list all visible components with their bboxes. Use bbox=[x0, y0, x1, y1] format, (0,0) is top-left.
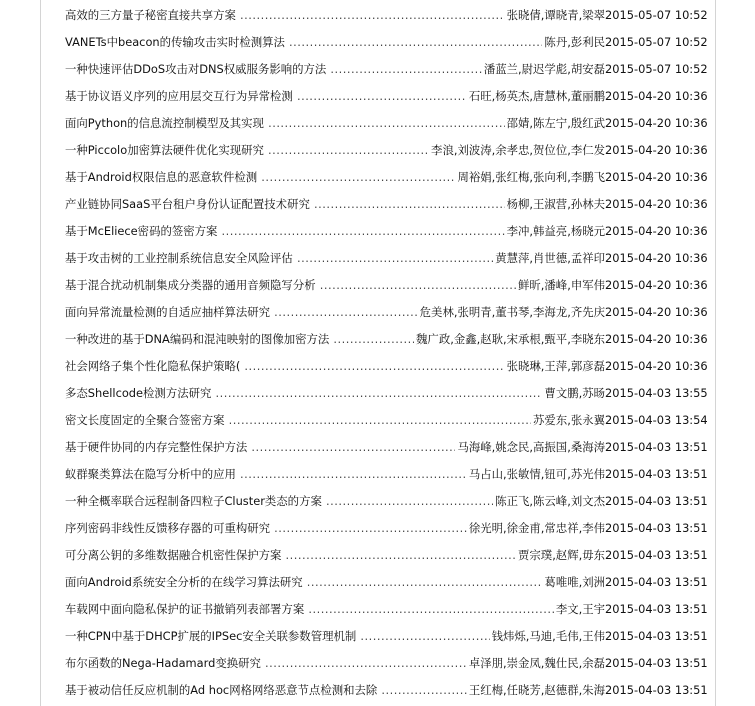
article-authors[interactable]: 李文,王宇 bbox=[555, 602, 605, 616]
article-title-link[interactable]: 多态Shellcode检测方法研究 ..... bbox=[65, 380, 542, 407]
article-title-link[interactable]: 高效的三方量子秘密直接共享方案 ..... bbox=[65, 2, 505, 29]
article-date: 2015-04-03 13:51 bbox=[605, 683, 708, 697]
list-item bbox=[65, 110, 708, 137]
list-item bbox=[65, 488, 708, 515]
article-title-link[interactable]: 基于McEliece密码的签密方案 ..... bbox=[65, 218, 505, 245]
article-date: 2015-04-03 13:51 bbox=[605, 548, 708, 562]
article-date: 2015-04-20 10:36 bbox=[605, 89, 708, 103]
article-title-link[interactable]: 基于混合扰动机制集成分类器的通用音频隐写分析 ..... bbox=[65, 272, 516, 299]
article-authors[interactable]: 曹文鹏,苏旸 bbox=[544, 386, 605, 400]
article-date: 2015-04-03 13:51 bbox=[605, 467, 708, 481]
list-item bbox=[65, 542, 708, 569]
article-authors[interactable]: 石旺,杨英杰,唐慧林,董丽鹏 bbox=[468, 89, 605, 103]
article-date: 2015-04-03 13:51 bbox=[605, 440, 708, 454]
article-authors[interactable]: 张晓倩,谭晓青,梁翠 bbox=[506, 8, 605, 22]
list-item bbox=[65, 83, 708, 110]
article-title-link[interactable]: 一种全概率联合远程制备四粒子Cluster类态的方案 ..... bbox=[65, 488, 493, 515]
article-list bbox=[65, 2, 708, 704]
list-item bbox=[65, 191, 708, 218]
article-date: 2015-04-20 10:36 bbox=[605, 278, 708, 292]
article-title-link[interactable]: 可分离公钥的多维数据融合机密性保护方案 ..... bbox=[65, 542, 516, 569]
article-authors[interactable]: 邵婧,陈左宁,殷红武 bbox=[506, 116, 605, 130]
article-authors[interactable]: 马海峰,姚念民,高振国,桑海涛 bbox=[457, 440, 605, 454]
article-title-link[interactable]: 面向Python的信息流控制模型及其实现 ..... bbox=[65, 110, 505, 137]
content-panel bbox=[40, 0, 716, 706]
article-date: 2015-04-03 13:51 bbox=[605, 656, 708, 670]
article-date: 2015-04-03 13:51 bbox=[605, 521, 708, 535]
article-title-link[interactable]: 一种改进的基于DNA编码和混沌映射的图像加密方法 ..... bbox=[65, 326, 414, 353]
article-date: 2015-04-03 13:51 bbox=[605, 602, 708, 616]
list-item bbox=[65, 272, 708, 299]
article-date: 2015-04-20 10:36 bbox=[605, 359, 708, 373]
article-date: 2015-04-20 10:36 bbox=[605, 251, 708, 265]
article-title-link[interactable]: 社会网络子集个性化隐私保护策略( ..... bbox=[65, 353, 505, 380]
article-date: 2015-04-20 10:36 bbox=[605, 224, 708, 238]
article-title-link[interactable]: 基于协议语义序列的应用层交互行为异常检测 ..... bbox=[65, 83, 467, 110]
article-authors[interactable]: 钱炜烁,马迪,毛伟,王伟 bbox=[491, 629, 605, 643]
article-authors[interactable]: 卓泽朋,崇金凤,魏仕民,余磊 bbox=[468, 656, 605, 670]
article-date: 2015-04-03 13:54 bbox=[605, 413, 708, 427]
article-authors[interactable]: 陈丹,彭利民 bbox=[544, 35, 605, 49]
list-item bbox=[65, 2, 708, 29]
article-authors[interactable]: 贾宗璞,赵辉,毋东 bbox=[518, 548, 605, 562]
list-item bbox=[65, 515, 708, 542]
article-authors[interactable]: 王红梅,任晓芳,赵德群,朱海 bbox=[468, 683, 605, 697]
article-date: 2015-04-20 10:36 bbox=[605, 143, 708, 157]
article-title-link[interactable]: 基于攻击树的工业控制系统信息安全风险评估 ..... bbox=[65, 245, 493, 272]
list-item bbox=[65, 407, 708, 434]
list-item bbox=[65, 569, 708, 596]
article-title-link[interactable]: 面向Android系统安全分析的在线学习算法研究 ..... bbox=[65, 569, 542, 596]
article-authors[interactable]: 徐光明,徐金甫,常忠祥,李伟 bbox=[468, 521, 605, 535]
list-item bbox=[65, 353, 708, 380]
article-title-link[interactable]: 面向异常流量检测的自适应抽样算法研究 ..... bbox=[65, 299, 418, 326]
article-authors[interactable]: 李浪,刘波涛,余孝忠,贺位位,李仁发 bbox=[431, 143, 605, 157]
list-item bbox=[65, 299, 708, 326]
article-authors[interactable]: 葛唯唯,刘洲 bbox=[544, 575, 605, 589]
list-item bbox=[65, 137, 708, 164]
list-item bbox=[65, 380, 708, 407]
list-item bbox=[65, 434, 708, 461]
article-authors[interactable]: 危美林,张明青,董书琴,李海龙,齐先庆 bbox=[419, 305, 605, 319]
article-date: 2015-04-20 10:36 bbox=[605, 116, 708, 130]
article-title-link[interactable]: 基于硬件协同的内存完整性保护方法 ..... bbox=[65, 434, 455, 461]
article-title-link[interactable]: 序列密码非线性反馈移存器的可重构研究 ..... bbox=[65, 515, 467, 542]
list-item bbox=[65, 326, 708, 353]
article-date: 2015-05-07 10:52 bbox=[605, 8, 708, 22]
article-authors[interactable]: 张晓琳,王萍,郭彦磊 bbox=[506, 359, 605, 373]
article-authors[interactable]: 魏广政,金鑫,赵耿,宋承根,甄平,李晓东 bbox=[416, 332, 605, 346]
article-title-link[interactable]: 一种CPN中基于DHCP扩展的IPSec安全关联参数管理机制 ..... bbox=[65, 623, 490, 650]
article-authors[interactable]: 鲜昕,潘峰,申军伟 bbox=[518, 278, 605, 292]
article-authors[interactable]: 杨柳,王淑营,孙林夫 bbox=[506, 197, 605, 211]
list-item bbox=[65, 596, 708, 623]
article-title-link[interactable]: 车载网中面向隐私保护的证书撤销列表部署方案 ..... bbox=[65, 596, 554, 623]
article-title-link[interactable]: 基于Android权限信息的恶意软件检测 ..... bbox=[65, 164, 455, 191]
article-date: 2015-04-20 10:36 bbox=[605, 305, 708, 319]
article-title-link[interactable]: 蚁群聚类算法在隐写分析中的应用 ..... bbox=[65, 461, 467, 488]
article-title-link[interactable]: VANETs中beacon的传输攻击实时检测算法 ..... bbox=[65, 29, 542, 56]
article-authors[interactable]: 陈正飞,陈云峰,刘文杰 bbox=[495, 494, 605, 508]
article-authors[interactable]: 苏爱东,张永翼 bbox=[533, 413, 605, 427]
article-date: 2015-04-03 13:51 bbox=[605, 575, 708, 589]
article-title-link[interactable]: 产业链协同SaaS平台租户身份认证配置技术研究 ..... bbox=[65, 191, 505, 218]
list-item bbox=[65, 29, 708, 56]
article-date: 2015-04-20 10:36 bbox=[605, 332, 708, 346]
list-item bbox=[65, 56, 708, 83]
article-date: 2015-04-20 10:36 bbox=[605, 197, 708, 211]
article-authors[interactable]: 潘蓝兰,尉迟学彪,胡安磊 bbox=[483, 62, 605, 76]
article-date: 2015-05-07 10:52 bbox=[605, 35, 708, 49]
article-authors[interactable]: 马占山,张敏情,钮可,苏光伟 bbox=[468, 467, 605, 481]
article-authors[interactable]: 周裕娟,张红梅,张向利,李鹏飞 bbox=[457, 170, 605, 184]
list-item bbox=[65, 218, 708, 245]
article-authors[interactable]: 李冲,韩益亮,杨晓元 bbox=[506, 224, 605, 238]
article-date: 2015-05-07 10:52 bbox=[605, 62, 708, 76]
article-date: 2015-04-20 10:36 bbox=[605, 170, 708, 184]
list-item bbox=[65, 245, 708, 272]
article-date: 2015-04-03 13:51 bbox=[605, 494, 708, 508]
article-title-link[interactable]: 一种快速评估DDoS攻击对DNS权威服务影响的方法 ..... bbox=[65, 56, 482, 83]
article-title-link[interactable]: 基于被动信任反应机制的Ad hoc网格网络恶意节点检测和去除 ..... bbox=[65, 677, 467, 704]
list-item bbox=[65, 677, 708, 704]
article-title-link[interactable]: 一种Piccolo加密算法硬件优化实现研究 ..... bbox=[65, 137, 429, 164]
article-date: 2015-04-03 13:55 bbox=[605, 386, 708, 400]
article-title-link[interactable]: 密文长度固定的全聚合签密方案 ..... bbox=[65, 407, 531, 434]
article-date: 2015-04-03 13:51 bbox=[605, 629, 708, 643]
article-title-link[interactable]: 布尔函数的Nega-Hadamard变换研究 ..... bbox=[65, 650, 467, 677]
list-item bbox=[65, 164, 708, 191]
list-item bbox=[65, 461, 708, 488]
article-authors[interactable]: 黄慧萍,肖世德,孟祥印 bbox=[495, 251, 605, 265]
list-item bbox=[65, 623, 708, 650]
list-item bbox=[65, 650, 708, 677]
